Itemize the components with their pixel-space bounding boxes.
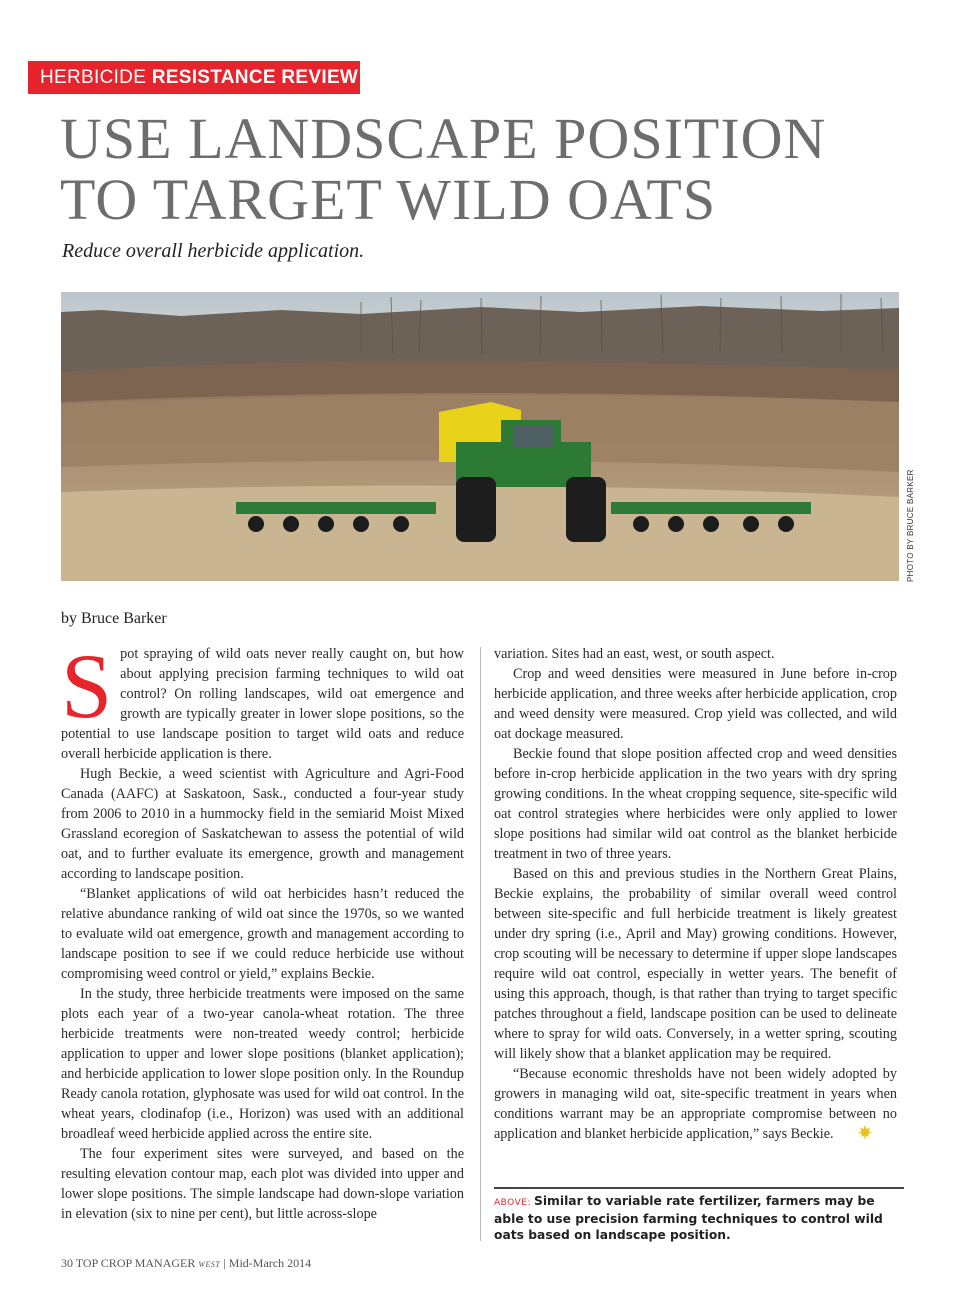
paragraph-2: Hugh Beckie, a weed scientist with Agriculture and Agri-Food Canada (AAFC) at Saskatoon, Sask., conducted a four-year study from 2006 to 2010 in a hummocky field in the semiarid Moist Mixed Grassland ecoregion of Saskatchewan to assess the potential of wild oat, and to further evaluate its emergence, growth and management according to landscape position. [61, 766, 464, 882]
tractor-field-photo [61, 292, 899, 581]
column-right [494, 644, 897, 1146]
caption-label: ABOVE: [494, 1198, 531, 1208]
title-line-2: TO TARGET WILD OATS [60, 167, 717, 232]
section-prefix: HERBICIDE [40, 67, 147, 88]
section-bold: RESISTANCE REVIEW [151, 67, 359, 88]
byline: by Bruce Barker [61, 610, 167, 627]
paragraph-6: Crop and weed densities were measured in June before in-crop herbicide application, and three weeks after herbicide application, crop and weed density were measured. Crop yield was collected, and wild oat dockage measured. [494, 666, 897, 742]
caption-text: Similar to variable rate fertilizer, farmers may be able to use precision farming techniques to control wild oats based on landscape position. [494, 1194, 883, 1242]
photo-caption [494, 1187, 904, 1243]
paragraph-4: In the study, three herbicide treatments were imposed on the same plots each year of a two-year canola-wheat rotation. The three herbicide treatments were non-treated weedy control; herbicide application to upper and lower slope positions (blanket application); and herbicide application to lower slope position only. In the Roundup Ready canola rotation, glyphosate was used for wild oat control. In the wheat years, clodinafop (i.e., Horizon) was used with an additional broadleaf weed herbicide applied across the entire site. [61, 986, 464, 1142]
paragraph-3: “Blanket applications of wild oat herbicides hasn’t reduced the relative abundance ranking of wild oat since the 1970s, so we wanted to evaluate wild oat emergence, growth and management according to landscape position to see if we could reduce herbicide use without compromising weed control or yield,” explains Beckie. [61, 886, 464, 982]
issue-date: Mid-March 2014 [228, 1256, 312, 1270]
column-left [61, 635, 464, 1224]
paragraph-7: Beckie found that slope position affected crop and weed densities before in-crop herbicide application in the two years with dry spring growing conditions. In the wheat cropping sequence, site-specific wild oat control strategies where herbicides were only applied to lower slope positions had similar wild oat control as the blanket herbicide treatment in two of three years. [494, 746, 897, 862]
dropcap: S [61, 635, 113, 737]
paragraph-1: Spot spraying of wild oats never really caught on, but how about applying precision farming techniques to wild oat control? On rolling landscapes, wild oat emergence and growth are typically greater in lower slope positions, so the potential to use landscape position to target wild oats and reduce overall herbicide application is there. [61, 635, 464, 762]
paragraph-5: The four experiment sites were surveyed, and based on the resulting elevation contour map, each plot was divided into upper and lower slope positions. The simple landscape had down-slope variation in elevation (six to nine per cent), but little across-slope [61, 1146, 464, 1222]
page-footer: 30 TOP CROP MANAGER WEST | Mid-March 2014 [61, 1256, 312, 1270]
article-title [60, 108, 920, 230]
title-line-1: USE LANDSCAPE POSITION [60, 106, 827, 171]
article-photo [61, 292, 899, 581]
page-number: 30 [61, 1256, 73, 1270]
magazine-name: TOP CROP MANAGER [75, 1256, 196, 1270]
section-tag [28, 61, 360, 94]
paragraph-5-continued: variation. Sites had an east, west, or south aspect. [494, 646, 775, 662]
photo-credit: PHOTO BY BRUCE BARKER [906, 469, 915, 582]
paragraph-8: Based on this and previous studies in the Northern Great Plains, Beckie explains, the probability of similar overall weed control between site-specific and full herbicide treatment is likely greatest under dry spring (i.e., April and May) growing conditions. However, crop scouting will be necessary to determine if upper slope landscapes require wild oat control, especially in wetter years. The benefit of using this approach, though, is that rather than trying to target specific patches throughout a field, landscape position can be used to delineate where to spray for wild oats. Conversely, in a wetter spring, scouting will likely show that a blanket application may be required. [494, 866, 897, 1062]
leaf-end-icon [838, 1124, 873, 1146]
article-subtitle: Reduce overall herbicide application. [62, 240, 365, 262]
column-divider [480, 647, 481, 1241]
edition: WEST [198, 1260, 221, 1269]
paragraph-9: “Because economic thresholds have not been widely adopted by growers in managing wild oat, site-specific treatment in years when conditions warrant may be an appropriate compromise between no application and blanket herbicide application,” says Beckie. [494, 1064, 897, 1146]
